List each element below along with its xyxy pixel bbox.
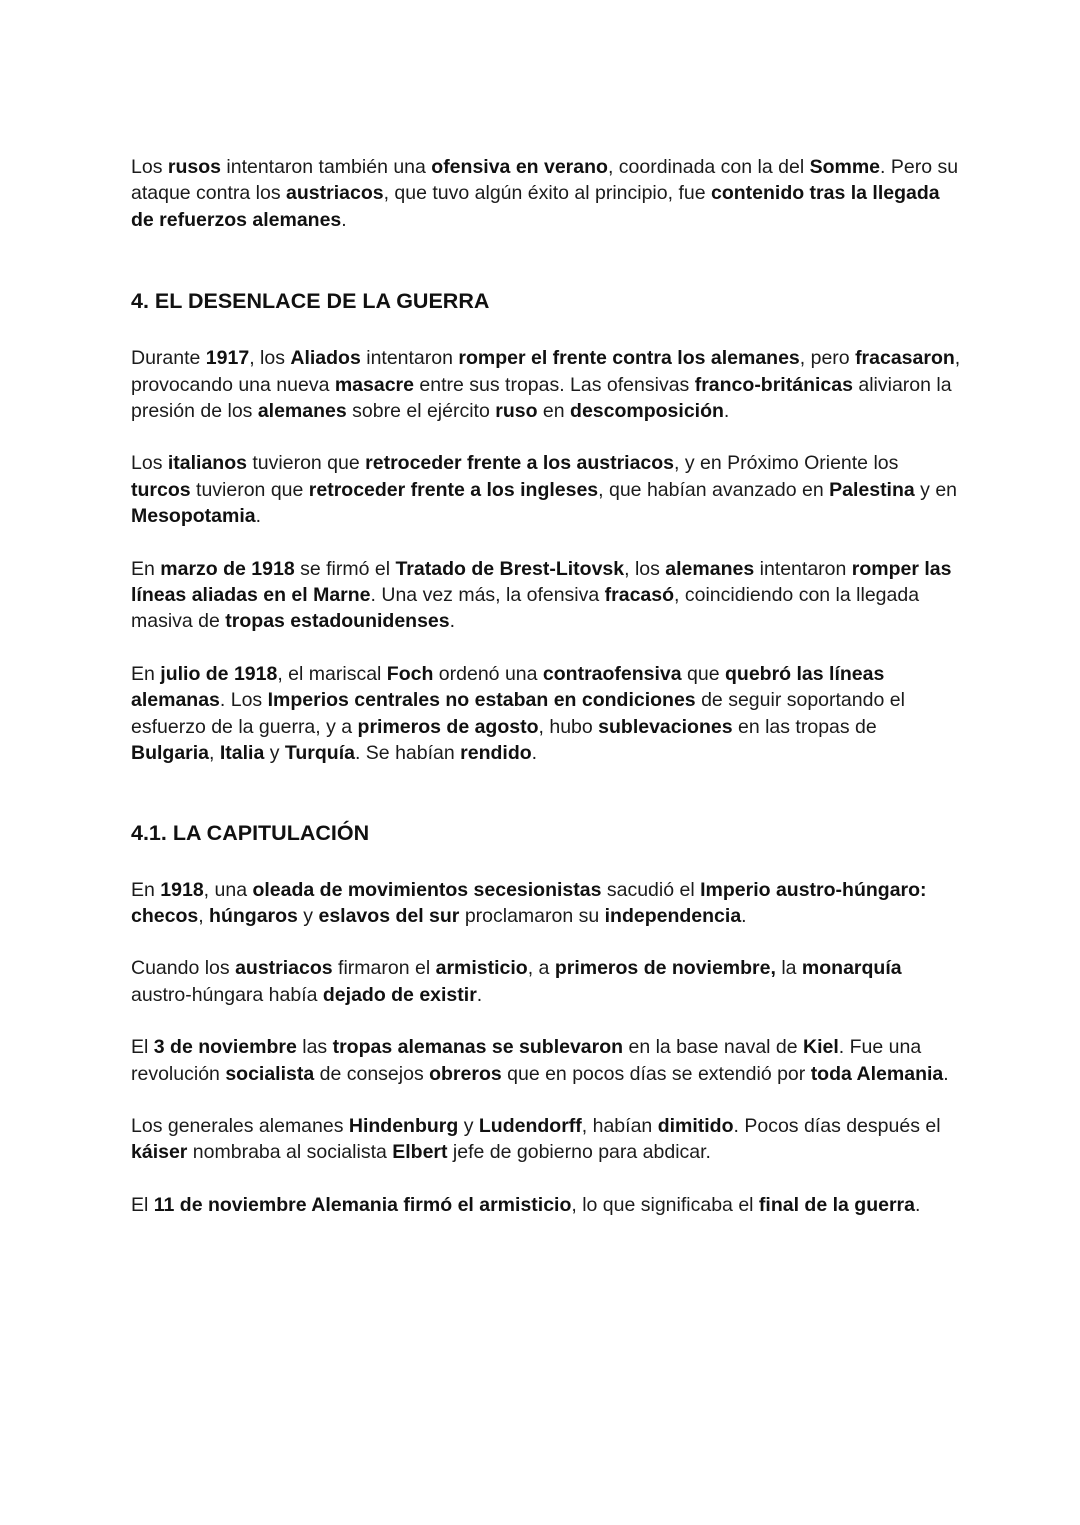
text-run: austro-húngara había: [131, 983, 323, 1006]
bold-term: Italia: [219, 742, 265, 765]
text-run: . Fue una revolución: [131, 1036, 922, 1085]
text-run: , el mariscal: [277, 662, 387, 685]
text-run: .: [341, 208, 347, 231]
bold-term: dimitido: [657, 1114, 734, 1137]
bold-term: sublevaciones: [598, 715, 733, 738]
bold-term: Bulgaria: [131, 742, 210, 765]
document-page: [131, 154, 961, 1218]
text-run: , provocando una nueva: [131, 347, 961, 396]
bold-term: masacre: [334, 373, 414, 396]
text-run: entre sus tropas. Las ofensivas: [413, 373, 695, 396]
text-run: aliviaron la presión de los: [131, 373, 952, 423]
text-run: En: [131, 878, 161, 901]
bold-term: fracasó: [604, 584, 675, 607]
text-run: que: [681, 662, 725, 685]
text-run: , habían: [581, 1114, 658, 1137]
text-run: .: [741, 904, 747, 927]
text-run: de seguir soportando el esfuerzo de la guerra, y a: [131, 689, 905, 738]
bold-term: rendido: [460, 742, 532, 765]
text-run: . Pocos días después el: [733, 1114, 941, 1137]
text-run: jefe de gobierno para abdicar.: [447, 1141, 711, 1164]
text-run: .: [723, 400, 730, 423]
text-run: , hubo: [538, 715, 599, 738]
text-run: las: [296, 1036, 333, 1059]
bold-term: obreros: [429, 1062, 502, 1085]
text-run: proclamaron su: [459, 904, 605, 927]
bold-term: austriacos: [286, 182, 384, 205]
paragraph-1917: [131, 345, 961, 424]
bold-term: húngaros: [209, 904, 298, 927]
bold-term: Ludendorff: [478, 1114, 582, 1137]
bold-term: eslavos del sur: [318, 904, 460, 927]
text-run: , los: [624, 557, 666, 580]
bold-term: 1917: [205, 347, 250, 370]
text-run: El: [131, 1036, 154, 1059]
bold-term: toda Alemania: [810, 1062, 944, 1085]
bold-term: retroceder frente a los austriacos: [365, 452, 675, 475]
text-run: , coordinada con la del: [607, 156, 810, 178]
text-run: , a: [527, 957, 555, 980]
text-run: .: [476, 983, 483, 1006]
text-run: .: [943, 1062, 949, 1085]
text-run: Los: [131, 452, 168, 475]
text-run: de consejos: [314, 1062, 430, 1085]
text-run: . Pero su ataque contra los: [131, 156, 959, 205]
bold-term: julio de 1918: [160, 662, 278, 685]
text-run: y: [458, 1114, 479, 1137]
bold-term: retroceder frente a los ingleses: [308, 478, 599, 501]
bold-term: dejado de existir: [322, 983, 477, 1006]
bold-term: Tratado de Brest-Litovsk: [395, 557, 625, 580]
bold-term: independencia: [604, 904, 742, 927]
bold-term: 1918: [160, 878, 204, 901]
text-run: Cuando los: [131, 957, 236, 980]
text-run: firmaron el: [332, 957, 436, 980]
bold-term: Elbert: [392, 1141, 448, 1164]
bold-term: monarquía: [801, 957, 902, 980]
text-run: , una: [203, 878, 253, 901]
text-run: , lo que significaba el: [571, 1193, 759, 1216]
bold-term: alemanes: [665, 557, 755, 580]
text-run: sacudió el: [601, 878, 701, 901]
paragraph-kiel: [131, 1034, 961, 1087]
text-run: , coincidiendo con la llegada masiva de: [131, 584, 920, 633]
bold-term: oleada de movimientos secesionistas: [252, 878, 602, 901]
text-run: ,: [209, 742, 220, 765]
bold-term: romper el frente contra los alemanes: [458, 347, 800, 370]
bold-term: Aliados: [290, 347, 361, 370]
text-run: ,: [198, 904, 210, 927]
text-run: y en: [914, 478, 958, 501]
text-run: nombraba al socialista: [187, 1141, 393, 1164]
paragraph-secesionistas: [131, 877, 961, 930]
text-run: tuvieron que: [246, 452, 366, 475]
bold-term: tropas alemanas se sublevaron: [332, 1036, 624, 1059]
bold-term: franco-británicas: [694, 373, 853, 396]
bold-term: tropas estadounidenses: [225, 610, 450, 633]
paragraph-italianos-turcos: [131, 450, 961, 529]
text-run: El: [131, 1193, 154, 1216]
text-run: que en pocos días se extendió por: [501, 1062, 811, 1085]
bold-term: 3 de noviembre: [153, 1036, 297, 1059]
text-run: Los: [131, 156, 168, 178]
text-run: y: [264, 742, 285, 765]
text-run: .: [255, 505, 262, 528]
bold-term: Imperios centrales no estaban en condiciones: [267, 689, 696, 712]
bold-term: italianos: [167, 452, 247, 475]
text-run: intentaron: [360, 347, 459, 370]
bold-term: quebró las líneas alemanas: [131, 662, 885, 712]
bold-term: Turquía: [284, 742, 355, 765]
bold-term: Imperio austro-húngaro:: [700, 878, 927, 901]
bold-term: primeros de noviembre,: [554, 957, 776, 980]
paragraph-marzo-1918: [131, 556, 961, 635]
text-run: sobre el ejército: [346, 400, 496, 423]
bold-term: romper las líneas aliadas en el Marne: [131, 557, 952, 607]
text-run: .: [449, 610, 456, 633]
bold-term: Kiel: [803, 1036, 839, 1059]
section-heading-desenlace: 4. EL DESENLACE DE LA GUERRA: [131, 289, 490, 314]
bold-term: descomposición: [570, 400, 724, 423]
bold-term: ofensiva en verano: [431, 156, 608, 178]
bold-term: alemanes: [257, 400, 347, 423]
paragraph-julio-1918: [131, 661, 961, 767]
text-run: ordenó una: [433, 662, 543, 685]
bold-term: ruso: [495, 400, 538, 423]
text-run: .: [914, 1193, 921, 1216]
bold-term: Palestina: [829, 478, 915, 501]
bold-term: Mesopotamia: [131, 505, 256, 528]
text-run: intentaron también una: [220, 156, 432, 178]
bold-term: contenido tras la llegada de refuerzos alemanes: [131, 182, 940, 231]
bold-term: marzo de 1918: [160, 557, 295, 580]
bold-term: Somme: [809, 156, 881, 178]
text-run: Los generales alemanes: [131, 1114, 349, 1137]
text-run: tuvieron que: [190, 478, 309, 501]
section-heading-capitulacion: 4.1. LA CAPITULACIÓN: [131, 820, 370, 845]
paragraph-austriacos-armisticio: [131, 955, 961, 1008]
text-run: . Una vez más, la ofensiva: [370, 584, 605, 607]
bold-term: primeros de agosto: [357, 715, 539, 738]
text-run: en la base naval de: [623, 1036, 804, 1059]
paragraph-11-noviembre: [131, 1192, 961, 1218]
text-run: y: [297, 904, 319, 927]
bold-term: austriacos: [235, 957, 333, 980]
bold-term: 11 de noviembre Alemania firmó el armisticio: [153, 1193, 572, 1216]
text-run: en: [537, 400, 571, 423]
bold-term: káiser: [131, 1141, 188, 1164]
text-run: . Se habían: [354, 742, 461, 765]
bold-term: armisticio: [435, 957, 528, 980]
text-run: .: [531, 742, 538, 765]
text-run: En: [131, 557, 161, 580]
text-run: . Los: [219, 689, 268, 712]
text-run: , los: [249, 347, 291, 370]
text-run: En: [131, 662, 161, 685]
text-run: en las tropas de: [732, 715, 877, 738]
text-run: , y en Próximo Oriente los: [674, 452, 899, 475]
bold-term: contraofensiva: [542, 662, 682, 685]
text-run: Durante: [131, 347, 206, 370]
bold-term: fracasaron: [855, 347, 955, 370]
text-run: la: [775, 957, 802, 980]
text-run: intentaron: [754, 557, 852, 580]
paragraph-russian-offensive: [131, 154, 961, 233]
text-run: , que habían avanzado en: [598, 478, 830, 501]
bold-term: checos: [131, 904, 199, 927]
bold-term: rusos: [167, 156, 221, 178]
text-run: , que tuvo algún éxito al principio, fue: [383, 182, 711, 205]
bold-term: Hindenburg: [348, 1114, 459, 1137]
bold-term: Foch: [386, 662, 434, 685]
bold-term: socialista: [225, 1062, 315, 1085]
bold-term: turcos: [131, 478, 191, 501]
paragraph-generales: [131, 1113, 961, 1166]
text-run: , pero: [799, 347, 856, 370]
bold-term: final de la guerra: [758, 1193, 915, 1216]
text-run: se firmó el: [294, 557, 396, 580]
